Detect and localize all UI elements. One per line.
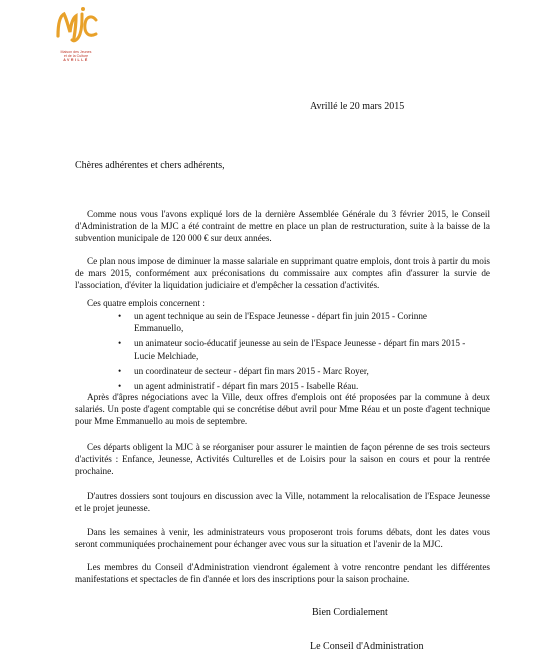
- paragraph-reorganization: Ces départs obligent la MJC à se réorganiser pour assurer le maintien de façon pérenne de ses trois secteurs d'activités : Enfance, Jeunesse, Activités Culturelles et de Loisirs pour la saison en cours et pour la rentrée prochaine.: [75, 442, 490, 477]
- bullet-icon: •: [118, 365, 122, 376]
- logo-caption-line: et de la Culture: [63, 54, 89, 59]
- bullet-icon: •: [118, 311, 122, 321]
- jobs-list: [0, 310, 470, 395]
- bullet-icon: •: [118, 381, 122, 392]
- paragraph-forums: Dans les semaines à venir, les administrateurs vous proposeront trois forums débats, dont les dates vous seront communiquées prochainement pour échanger avec vous sur la situation et l'avenir de la MJC.: [75, 527, 490, 550]
- paragraph-restructuring: Comme nous vous l'avons expliqué lors de la dernière Assemblée Générale du 3 février 2015, le Conseil d'Administration de la MJC a été contraint de mettre en place un plan de restructuration, suite à la baisse de la subvention municipale de 120 000 € sur deux années.: [75, 209, 490, 244]
- list-item-text: un agent technique au sein de l'Espace Jeunesse - départ fin juin 2015 - Corinne Emmanuello,: [134, 311, 428, 334]
- list-item: [0, 365, 470, 377]
- signature: Le Conseil d'Administration: [310, 641, 424, 652]
- paragraph-other-files: D'autres dossiers sont toujours en discussion avec la Ville, notamment la relocalisation de l'Espace Jeunesse et le projet jeunesse.: [75, 491, 490, 514]
- paragraph-negotiations: Après d'âpres négociations avec la Ville, deux offres d'emplois ont été proposées par la commune à deux salariés. Un poste d'agent comptable qui se concrétise début avril pour Mme Réau et un poste d'agent technique pour Mme Emmanuello au mois de septembre.: [75, 392, 490, 427]
- list-item: [0, 337, 470, 361]
- mjc-logo-mark: [52, 6, 98, 50]
- paragraph-meetings: Les membres du Conseil d'Administration viendront également à votre rencontre pendant les différentes manifestations et spectacles de fin d'année et lors des inscriptions pour la saison prochaine.: [75, 562, 490, 585]
- logo-caption-line: AVRILLÉ: [63, 58, 89, 63]
- paragraph-payroll-reduction: Ce plan nous impose de diminuer la masse salariale en supprimant quatre emplois, dont trois à partir du mois de mars 2015, conformément aux préconisations du commissaire aux comptes afin d'assurer la survie de l'association, d'éviter la liquidation judiciaire et d'empêcher la cessation d'activités.: [75, 256, 490, 291]
- letter-date: Avrillé le 20 mars 2015: [310, 101, 405, 112]
- paragraph-jobs-intro: Ces quatre emplois concernent :: [87, 298, 205, 308]
- closing-line: Bien Cordialement: [312, 607, 388, 618]
- list-item: [0, 310, 470, 334]
- bullet-icon: •: [118, 338, 122, 349]
- logo-caption-line: Maison des Jeunes: [60, 50, 92, 54]
- list-item-text: un agent administratif - départ fin mars 2015 - Isabelle Réau.: [134, 381, 359, 392]
- list-item-text: un coordinateur de secteur - départ fin mars 2015 - Marc Royer,: [134, 365, 369, 376]
- salutation: Chères adhérentes et chers adhérents,: [75, 160, 225, 171]
- logo-caption: [52, 50, 100, 63]
- list-item-text: un animateur socio-éducatif jeunesse au sein de l'Espace Jeunesse - départ fin mars 2015 - Lucie Melchiade,: [134, 338, 466, 361]
